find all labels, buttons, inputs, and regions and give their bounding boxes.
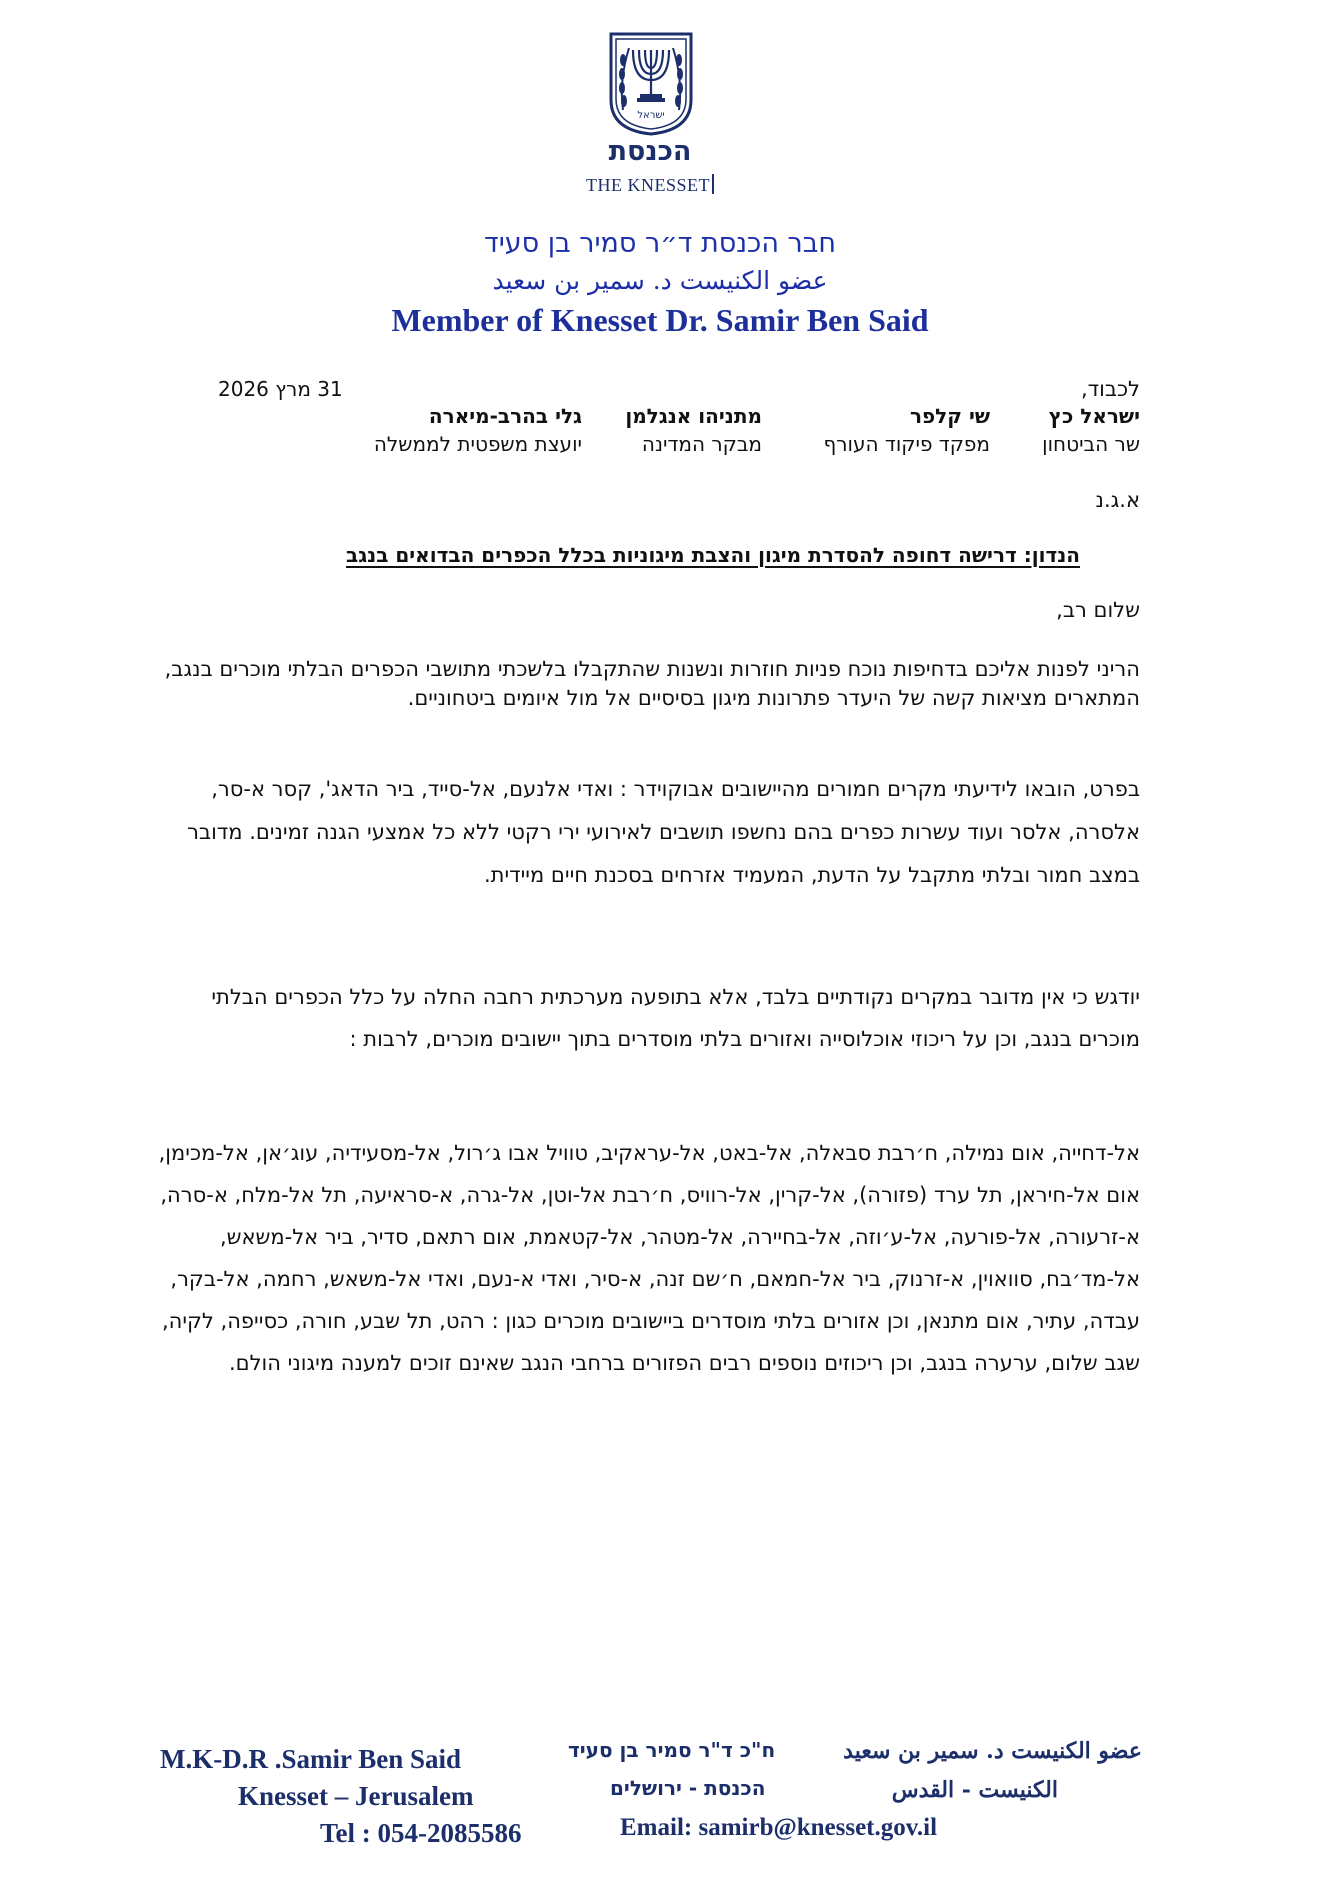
body-paragraph: בפרט, הובאו לידיעתי מקרים חמורים מהיישובים אבוקוידר : ואדי אלנעם, אל-סייד, ביר הדאג', קסר א-סר, אלסרה, אלסר ועוד עשרות כפרים בהם נחשפו תושבים לאירועי ירי רקטי ללא כל אמצעי הגנה זמינים. מדובר במצב חמור ובלתי מתקבל על הדעת, המעמיד אזרחים בסכנת חיים מיידית. — [187, 777, 1140, 887]
salutation-abbrev: א.ג.נ — [1095, 488, 1140, 512]
knesset-title-english — [560, 172, 740, 197]
member-name-hebrew: חבר הכנסת ד״ר סמיר בן סעיד — [483, 228, 837, 259]
footer-phone: Tel : 054-2085586 — [320, 1818, 522, 1848]
letter-date: 31 מרץ 2026 — [218, 377, 343, 401]
recipient-name: ישראל כץ — [1048, 404, 1140, 428]
knesset-title-hebrew: הכנסת — [608, 136, 692, 167]
footer-arabic-address: الكنيست - القدس — [891, 1777, 1058, 1803]
footer-english-address: Knesset – Jerusalem — [238, 1781, 474, 1811]
body-paragraph: הריני לפנות אליכם בדחיפות נוכח פניות חוזרות ונשנות שהתקבלו בלשכתי מתושבי הכפרים הבלתי מוכרים בנגב, המתארים מציאות קשה של היעדר פתרונות מיגון בסיסיים אל מול איומים ביטחוניים. — [164, 657, 1140, 710]
body-paragraph: אל-דחייה, אום נמילה, ח׳רבת סבאלה, אל-באט, אל-עראקיב, טוויל אבו ג׳רול, אל-מסעידיה, עוג׳אן, אל-מכימן, אום אל-חיראן, תל ערד (פזורה), אל-קרין, אל-רוויס, ח׳רבת אל-וטן, אל-גרה, א-סראיעה, תל אל-מלח, א-סרה, א-זרעורה, אל-פורעה, אל-ע׳וזה, אל-בחיירה, אל-מטהר, אל-קטאמת, אום רתאם, סדיר, ביר אל-משאש, אל-מד׳בח, סוואוין, א-זרנוק, ביר אל-חמאם, ח׳שם זנה, א-סיר, ואדי א-נעם, ואדי אל-משאש, רחמה, אל-בקר, עבדה, עתיר, אום מתנאן, וכן אזורים בלתי מוסדרים ביישובים מוכרים כגון : רהט, תל שבע, חורה, כסייפה, לקיה, שגב שלום, ערערה בנגב, וכן ריכוזים נוספים רבים הפזורים ברחבי הנגב שאינם זוכים למענה מיגוני הולם. — [158, 1141, 1140, 1375]
emblem-inscription: ישראל — [637, 110, 665, 121]
member-name-arabic: عضو الكنيست د. سمير بن سعيد — [492, 266, 828, 295]
letter-subject: הנדון: דרישה דחופה להסדרת מיגון והצבת מיגוניות בכלל הכפרים הבדואים בנגב — [346, 543, 1080, 567]
recipient-3 — [625, 404, 762, 456]
recipient-role: יועצת משפטית לממשלה — [373, 432, 582, 456]
recipient-role: מבקר המדינה — [641, 432, 762, 456]
member-name-english: Member of Knesset Dr. Samir Ben Said — [391, 302, 929, 338]
knesset-title-english-text: THE KNESSET — [586, 175, 710, 195]
recipient-name: גלי בהרב-מיארה — [428, 404, 582, 428]
to-label: לכבוד, — [1080, 377, 1140, 401]
footer-hebrew-address: הכנסת - ירושלים — [610, 1776, 766, 1800]
footer-arabic-name: عضو الكنيست د. سمير بن سعيد — [843, 1738, 1142, 1764]
recipient-role: מפקד פיקוד העורף — [823, 432, 990, 456]
recipient-4 — [374, 404, 582, 456]
recipient-name: מתניהו אנגלמן — [625, 404, 762, 428]
knesset-menorah-emblem-icon — [607, 30, 695, 138]
recipient-1 — [1042, 404, 1140, 456]
recipient-2 — [823, 404, 990, 456]
recipient-role: שר הביטחון — [1042, 432, 1140, 456]
recipient-name: שי קלפר — [909, 404, 990, 428]
footer-hebrew-name: ח"כ ד"ר סמיר בן סעיד — [568, 1738, 776, 1762]
body-paragraph: יודגש כי אין מדובר במקרים נקודתיים בלבד, אלא בתופעה מערכתית רחבה החלה על כלל הכפרים הבלתי מוכרים בנגב, וכן על ריכוזי אוכלוסייה ואזורים בלתי מוסדרים בתוך יישובים מוכרים, לרבות : — [211, 985, 1140, 1051]
footer-email: Email: samirb@knesset.gov.il — [620, 1814, 938, 1841]
letter-greeting: שלום רב, — [1056, 598, 1140, 622]
text-cursor — [712, 174, 714, 194]
footer-english-name: M.K-D.R .Samir Ben Said — [160, 1744, 462, 1774]
